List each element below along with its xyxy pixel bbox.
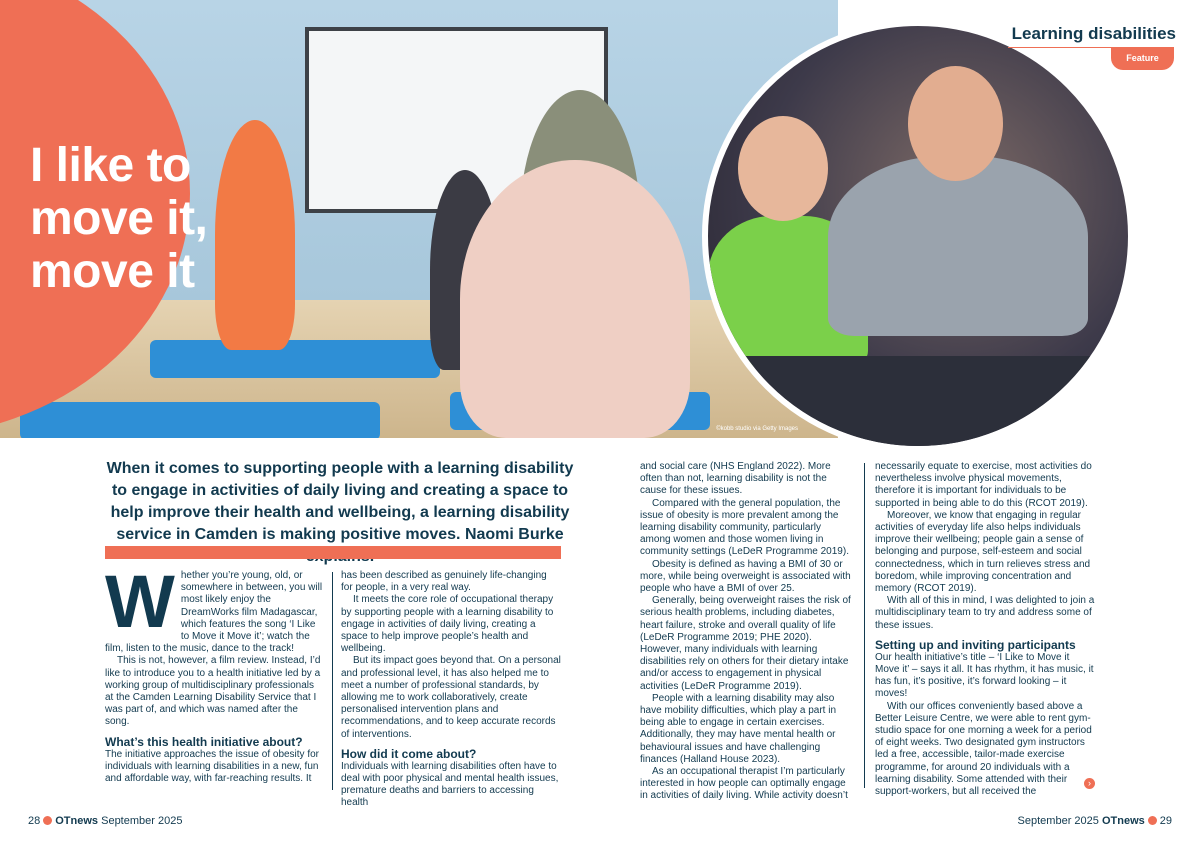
page-number: 29 — [1159, 815, 1172, 827]
paragraph: has been described as genuinely life-changing for people, in a very real way. — [341, 570, 547, 594]
paragraph: Generally, being overweight raises the risk of serious health problems, including diabetes, heart failure, stroke and overall quality of life (LeDeR Programme 2019; PHE 2020). However, many individuals with learning disabilities rely on others for their dietary intake and/or access to engagement in physical activities (LeDeR Programme 2019). — [640, 595, 851, 692]
paragraph: Our health initiative’s title – ‘I Like to Move it Move it’ – says it all. It has rhythm, it has music, it has fun, it’s positive, it’s forward looking – it moves! — [875, 651, 1094, 700]
body-column-4 — [875, 461, 1096, 798]
paragraph: Moreover, we know that engaging in regular activities of everyday life also helps individuals improve their wellbeing; people gain a sense of belonging and purpose, self-esteem and social connectedness, which in turn relieves stress and boredom, while improving concentration and memory (RCOT 2019). — [875, 509, 1091, 595]
subheading: Setting up and inviting participants — [875, 637, 1076, 652]
paragraph: and social care (NHS England 2022). More often than not, learning disability is not the cause for these issues. — [640, 461, 831, 497]
photo-mat — [20, 402, 380, 438]
paragraph — [105, 560, 323, 655]
paragraph: The initiative approaches the issue of obesity for individuals with learning disabilities in a new, fun and affordable way, with far-reaching results. It — [105, 748, 320, 785]
paragraph: With all of this in mind, I was delighted to join a multidisciplinary team to try and address some of these issues. — [875, 595, 1095, 631]
standfirst-text: When it comes to supporting people with a learning disability to engage in activities of daily living and creating a space to help improve their health and wellbeing, a learning disability service in Camden is making positive moves. — [106, 460, 574, 543]
paragraph: With our offices conveniently based above a Better Leisure Centre, we were able to rent gym-studio space for one morning a week for a period of eight weeks. Two designated gym instructors led a free, accessible, tailor-made exercise programme, for around 20 individuals with a learning disability. Some attended with their support-workers, but all received the — [875, 700, 1092, 798]
paragraph: People with a learning disability may also have mobility difficulties, which play a part in being able to engage in certain exercises. Additionally, they may have mental health or behavioural issues and have challenging finances (Halland House 2023). — [640, 692, 837, 765]
subheading: How did it come about? — [341, 746, 477, 761]
section-label: Learning disabilities — [1011, 24, 1176, 43]
paragraph: It meets the core role of occupational therapy by supporting people with a learning disability to engage in activities of daily living, creating a space to help improve people’s health and wellbeing. — [341, 594, 554, 655]
body-column-1 — [105, 560, 323, 785]
feature-tab: Feature — [1111, 48, 1174, 70]
page-title: I like to move it, move it — [30, 139, 208, 298]
page-number: 28 — [28, 815, 41, 827]
photo-person — [460, 160, 690, 438]
dot-icon — [43, 816, 52, 825]
paragraph: Compared with the general population, the issue of obesity is more prevalent among the learning disability community, particularly among women and those women living in community settings (LeDeR Programme 2019). — [640, 497, 849, 558]
intro-divider — [105, 546, 561, 559]
photo-person — [215, 120, 295, 350]
photo-face — [738, 116, 828, 221]
photo-mat — [150, 340, 440, 378]
brand-name: OTnews — [55, 815, 99, 827]
subheading: What’s this health initiative about? — [105, 734, 303, 749]
continue-arrow-icon: › — [1084, 778, 1095, 789]
issue-date: September 2025 — [1017, 815, 1099, 827]
column-divider — [864, 463, 865, 788]
body-column-2 — [341, 570, 561, 810]
paragraph: Individuals with learning disabilities often have to deal with poor physical and mental health issues, premature deaths and barriers to accessing health — [341, 760, 559, 809]
photo-face — [908, 66, 1003, 181]
column-divider — [332, 572, 333, 790]
photo-person — [828, 156, 1088, 336]
body-column-3 — [640, 461, 853, 803]
issue-date: September 2025 — [101, 815, 183, 827]
inset-photo — [702, 20, 1134, 452]
photo-floor — [708, 356, 1128, 452]
paragraph: necessarily equate to exercise, most activities do nevertheless involve physical movements, therefore it is important for individuals to be supported in being able to do this (RCOT 2019). — [875, 461, 1092, 509]
brand-name: OTnews — [1101, 815, 1145, 827]
footer-left — [28, 815, 182, 827]
dot-icon — [1148, 816, 1157, 825]
paragraph: Obesity is defined as having a BMI of 30 or more, while being overweight is associated with people who have a BMI of over 25. — [640, 558, 851, 595]
paragraph-text: hether you’re young, old, or somewhere in between, you will most likely enjoy the DreamWorks film Madagascar, which features the song ‘I Like to Move it Move it’; watch the film, listen to the music, dance to the track! — [105, 570, 323, 655]
dropcap: W — [105, 560, 175, 643]
paragraph: But its impact goes beyond that. On a personal and professional level, it has also helped me to meet a number of professional standards, by allowing me to work collaboratively, create personalised intervention plans and recommendations, and to keep accurate records of interventions. — [341, 655, 561, 740]
author-name: Naomi Burke — [464, 526, 564, 543]
paragraph: This is not, however, a film review. Instead, I’d like to introduce you to a health initiative led by a working group of multidisciplinary professionals at the Camden Learning Disability Service that I was part of, and which was named after the song. — [105, 655, 321, 728]
paragraph: As an occupational therapist I’m particularly interested in how people can optimally engage in activities of daily living. While activity doesn’t — [640, 766, 848, 802]
footer-right — [1018, 815, 1172, 827]
